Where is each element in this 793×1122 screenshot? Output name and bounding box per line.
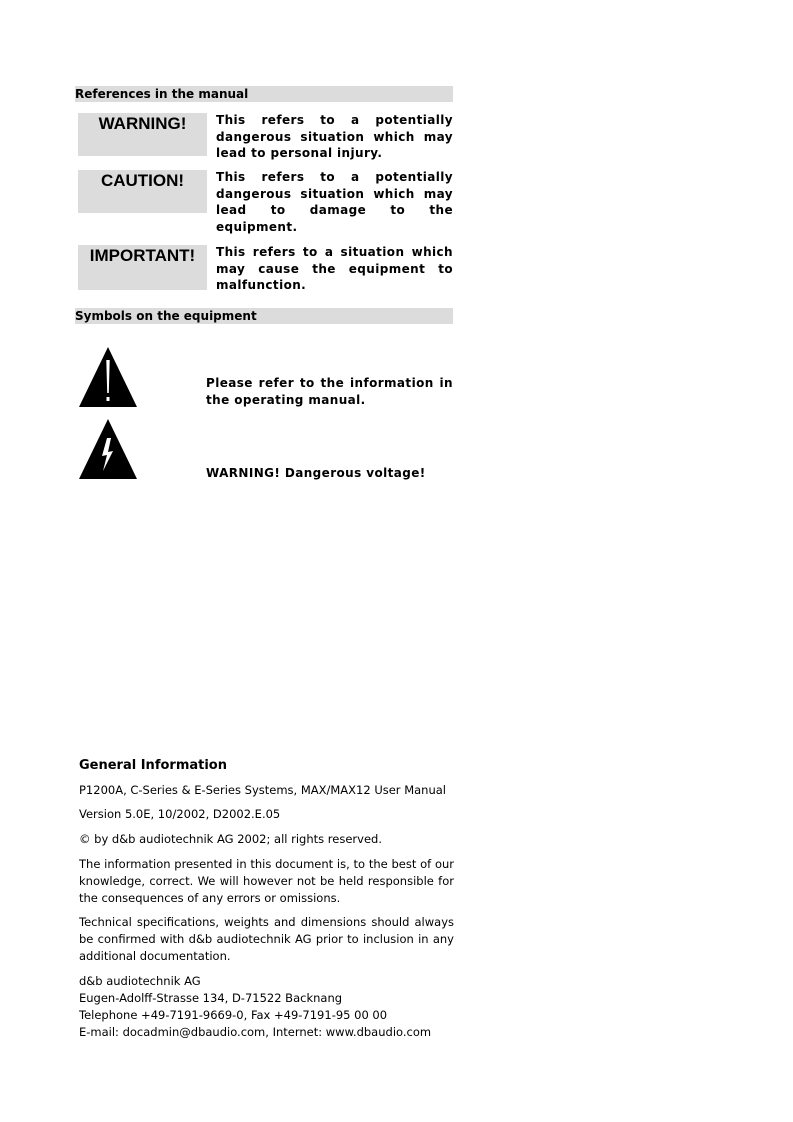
caution-description: This refers to a potentially dangerous situation which may lead to damage to the equipment. xyxy=(216,170,453,234)
high-voltage-icon xyxy=(78,418,138,480)
important-description: This refers to a situation which may cause the equipment to malfunction. xyxy=(216,245,453,292)
company-phone: Telephone +49-7191-9669-0, Fax +49-7191-95 00 00 xyxy=(79,1008,388,1022)
warning-label: WARNING! xyxy=(78,113,207,156)
symbols-heading: Symbols on the equipment xyxy=(75,308,453,324)
product-line: P1200A, C-Series & E-Series Systems, MAX/MAX12 User Manual xyxy=(79,783,446,797)
version-line: Version 5.0E, 10/2002, D2002.E.05 xyxy=(79,807,281,821)
references-heading: References in the manual xyxy=(75,86,453,102)
exclamation-warning-icon xyxy=(78,346,138,408)
company-contact: E-mail: docadmin@dbaudio.com, Internet: www.dbaudio.com xyxy=(79,1025,432,1039)
company-name: d&b audiotechnik AG xyxy=(79,974,201,988)
manual-info-text: Please refer to the information in the operating manual. xyxy=(206,376,453,407)
warning-description: This refers to a potentially dangerous situation which may lead to personal injury. xyxy=(216,113,453,160)
copyright-line: © by d&b audiotechnik AG 2002; all rights reserved. xyxy=(79,832,382,846)
general-info-title: General Information xyxy=(79,758,227,773)
disclaimer-paragraph: The information presented in this document is, to the best of our knowledge, correct. We will however not be held responsible for the consequences of any errors or omissions. xyxy=(79,857,454,905)
caution-label: CAUTION! xyxy=(78,170,207,213)
specs-paragraph: Technical specifications, weights and dimensions should always be confirmed with d&b audiotechnik AG prior to inclusion in any additional documentation. xyxy=(79,915,454,963)
voltage-warning-text: WARNING! Dangerous voltage! xyxy=(206,466,426,480)
important-label: IMPORTANT! xyxy=(78,245,207,290)
company-street: Eugen-Adolff-Strasse 134, D-71522 Backnang xyxy=(79,991,343,1005)
